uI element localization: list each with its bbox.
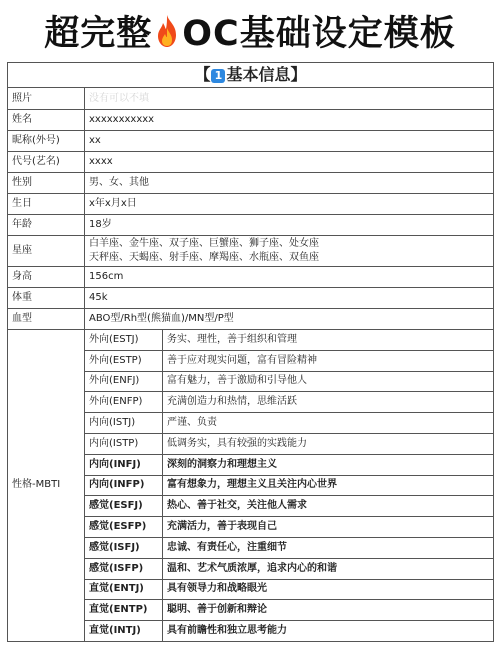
mbti-type: 内向(ISTP) [85,433,163,454]
row-value: xxxxxxxxxxx [85,110,494,131]
mbti-description: 深刻的洞察力和理想主义 [163,454,494,475]
mbti-type: 外向(ENFJ) [85,371,163,392]
mbti-description: 务实、理性，善于组织和管理 [163,330,494,351]
row-value: 18岁 [85,215,494,236]
photo-placeholder: 没有可以不填 [85,88,494,110]
row-label: 姓名 [8,110,85,131]
row-value: 男、女、其他 [85,173,494,194]
row-value: ABO型/Rh型(熊猫血)/MN型/P型 [85,309,494,330]
fire-icon [154,14,180,48]
mbti-description: 温和、艺术气质浓厚，追求内心的和谐 [163,558,494,579]
mbti-type: 感觉(ISFJ) [85,537,163,558]
mbti-type: 直觉(ENTJ) [85,579,163,600]
row-value: x年x月x日 [85,194,494,215]
zodiac-line-1: 白羊座、金牛座、双子座、巨蟹座、狮子座、处女座 [89,238,319,249]
mbti-description: 忠诚、有责任心，注重细节 [163,537,494,558]
row-label: 昵称(外号) [8,131,85,152]
mbti-description: 低调务实，具有较强的实践能力 [163,433,494,454]
bracket-close: 】 [290,64,307,84]
mbti-section [8,330,494,642]
mbti-description: 聪明、善于创新和辩论 [163,600,494,621]
mbti-type: 外向(ENFP) [85,392,163,413]
page-title [0,0,500,62]
mbti-row [8,330,494,351]
title-prefix: 超完整 [44,14,153,54]
mbti-type: 感觉(ESFJ) [85,496,163,517]
row-value: xxxx [85,152,494,173]
section-header [8,63,494,88]
row-value [85,236,494,267]
mbti-type: 直觉(INTJ) [85,621,163,642]
row-value: 45k [85,288,494,309]
mbti-description: 严谨、负责 [163,413,494,434]
oc-table [7,62,494,642]
bracket-open: 【 [194,64,211,84]
row-gender [8,173,494,194]
title-suffix: OC基础设定模板 [182,14,456,54]
row-weight [8,288,494,309]
row-height [8,267,494,288]
mbti-description: 善于应对现实问题，富有冒险精神 [163,350,494,371]
mbti-type: 直觉(ENTP) [85,600,163,621]
mbti-description: 富有魅力，善于激励和引导他人 [163,371,494,392]
row-codename [8,152,494,173]
mbti-type: 内向(ISTJ) [85,413,163,434]
mbti-type: 内向(INFP) [85,475,163,496]
row-label: 生日 [8,194,85,215]
mbti-type: 外向(ESTP) [85,350,163,371]
mbti-description: 热心、善于社交，关注他人需求 [163,496,494,517]
mbti-type: 内向(INFJ) [85,454,163,475]
row-label: 体重 [8,288,85,309]
row-label: 身高 [8,267,85,288]
row-label: 性别 [8,173,85,194]
mbti-description: 富有想象力，理想主义且关注内心世界 [163,475,494,496]
mbti-description: 充满活力，善于表现自己 [163,517,494,538]
mbti-description: 具有前瞻性和独立思考能力 [163,621,494,642]
row-value: 156cm [85,267,494,288]
row-value: xx [85,131,494,152]
row-blood [8,309,494,330]
section-title: 基本信息 [226,64,291,84]
zodiac-line-2: 天秤座、天蝎座、射手座、摩羯座、水瓶座、双鱼座 [89,252,319,263]
row-photo [8,88,494,110]
row-label: 代号(艺名) [8,152,85,173]
row-zodiac [8,236,494,267]
mbti-label: 性格-MBTI [8,330,85,642]
mbti-description: 充满创造力和热情，思维活跃 [163,392,494,413]
row-age [8,215,494,236]
row-label: 照片 [8,88,85,110]
row-label: 血型 [8,309,85,330]
mbti-type: 感觉(ISFP) [85,558,163,579]
mbti-description: 具有领导力和战略眼光 [163,579,494,600]
row-birthday [8,194,494,215]
mbti-type: 外向(ESTJ) [85,330,163,351]
row-nickname [8,131,494,152]
number-badge: 1 [211,69,225,83]
row-label: 年龄 [8,215,85,236]
row-name [8,110,494,131]
section-header-row [8,63,494,88]
mbti-type: 感觉(ESFP) [85,517,163,538]
row-label: 星座 [8,236,85,267]
